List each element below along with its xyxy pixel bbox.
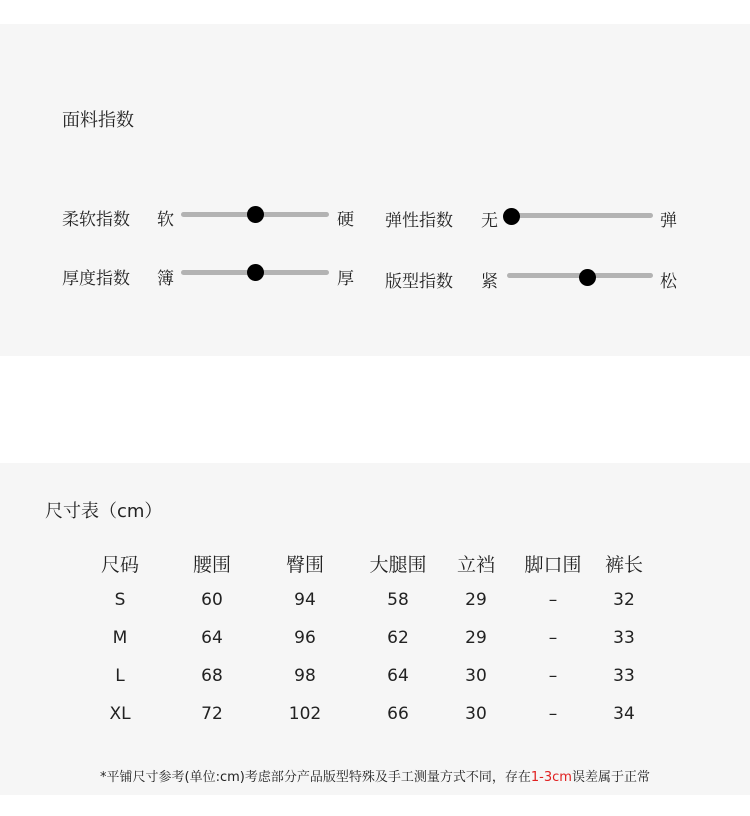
thickness-left-label: 簿 (157, 269, 174, 289)
header-waist: 腰围 (192, 553, 231, 576)
fit-index-label: 版型指数 (385, 272, 453, 292)
elasticity-slider-knob (503, 208, 520, 225)
note-tolerance-highlight: 1-3cm (530, 770, 572, 785)
note-text-after: 误差属于正常 (571, 770, 650, 785)
table-row (74, 619, 650, 657)
header-size: 尺码 (100, 553, 139, 576)
thickness-right-label: 厚 (337, 269, 354, 289)
thickness-index-label: 厚度指数 (62, 269, 130, 289)
table-cell: 29 (465, 628, 487, 648)
size-table-header-row (74, 545, 650, 581)
fit-slider-knob (579, 269, 596, 286)
table-cell: 72 (201, 704, 223, 724)
size-chart-title: 尺寸表（cm） (45, 501, 163, 522)
elasticity-left-label: 无 (481, 211, 498, 231)
header-rise: 立裆 (456, 553, 495, 576)
elasticity-index-label: 弹性指数 (385, 211, 453, 231)
table-row (74, 695, 650, 733)
table-cell: S (114, 590, 126, 610)
softness-slider-knob (247, 206, 264, 223)
table-cell: M (112, 628, 128, 648)
softness-left-label: 软 (157, 210, 174, 230)
table-cell: – (548, 704, 558, 724)
table-cell: 34 (613, 704, 635, 724)
header-hip: 臀围 (285, 553, 324, 576)
fabric-index-title: 面料指数 (62, 110, 134, 131)
table-cell: 30 (465, 666, 487, 686)
table-cell: 98 (294, 666, 316, 686)
table-cell: 30 (465, 704, 487, 724)
table-cell: 64 (387, 666, 409, 686)
header-thigh: 大腿围 (369, 553, 427, 576)
fabric-index-panel (0, 24, 750, 356)
table-cell: 60 (201, 590, 223, 610)
table-row (74, 581, 650, 619)
elasticity-slider-track (507, 213, 653, 218)
header-length: 裤长 (604, 553, 643, 576)
header-leg-opening: 脚口围 (524, 553, 582, 576)
table-cell: XL (109, 704, 131, 724)
table-cell: – (548, 590, 558, 610)
thickness-slider-knob (247, 264, 264, 281)
table-cell: 33 (613, 628, 635, 648)
fit-right-label: 松 (660, 272, 677, 292)
note-text-before: *平铺尺寸参考(单位:cm)考虑部分产品版型特殊及手工测量方式不同，存在 (100, 770, 531, 785)
table-cell: – (548, 628, 558, 648)
size-table (74, 545, 650, 733)
table-row (74, 657, 650, 695)
table-cell: 102 (288, 704, 322, 724)
table-cell: 96 (294, 628, 316, 648)
measurement-note (0, 766, 750, 785)
table-cell: 33 (613, 666, 635, 686)
table-cell: 62 (387, 628, 409, 648)
fit-left-label: 紧 (481, 272, 498, 292)
softness-right-label: 硬 (337, 210, 354, 230)
table-cell: 64 (201, 628, 223, 648)
table-cell: 94 (294, 590, 316, 610)
table-cell: 58 (387, 590, 409, 610)
softness-index-label: 柔软指数 (62, 210, 130, 230)
table-cell: 32 (613, 590, 635, 610)
table-cell: – (548, 666, 558, 686)
table-cell: L (115, 666, 125, 686)
table-cell: 29 (465, 590, 487, 610)
table-cell: 66 (387, 704, 409, 724)
elasticity-right-label: 弹 (660, 211, 677, 231)
table-cell: 68 (201, 666, 223, 686)
